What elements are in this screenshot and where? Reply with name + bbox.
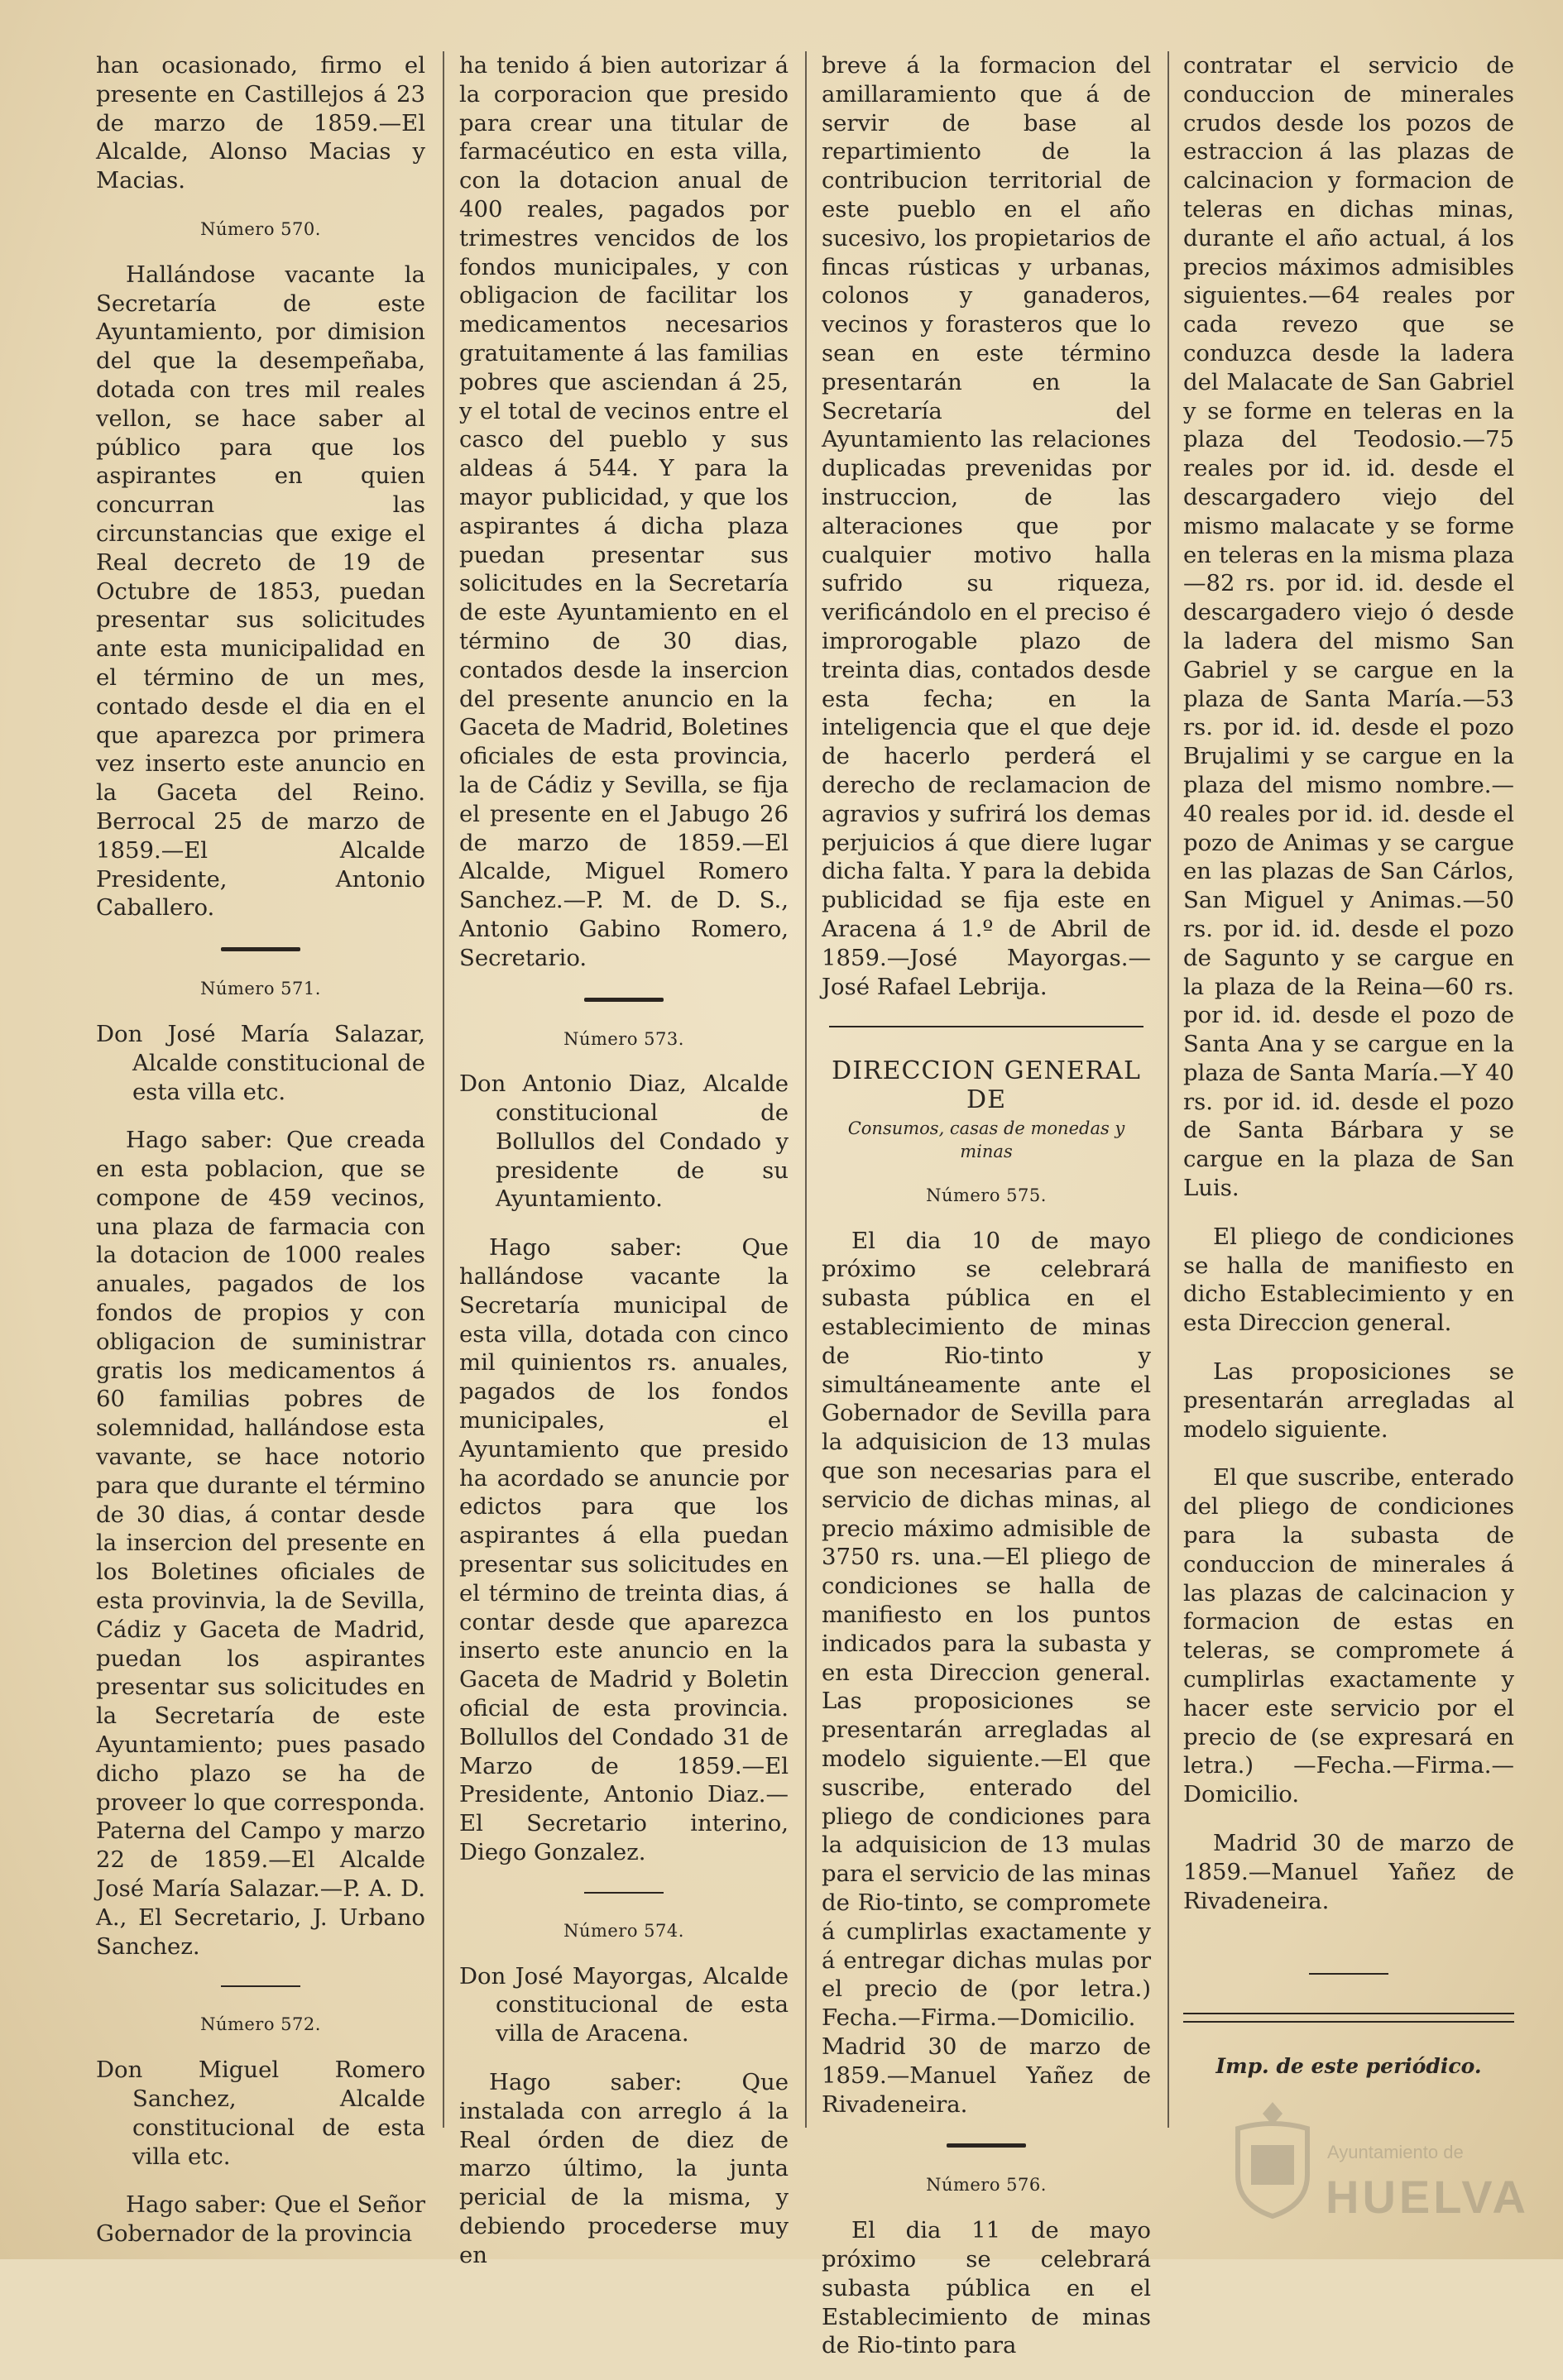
notice-number-576: Número 576.	[926, 2175, 1047, 2196]
section-heading: DIRECCION GENERAL DE	[832, 1056, 1141, 1115]
separator-rule	[829, 1026, 1143, 1027]
notice-number-571: Número 571.	[200, 979, 321, 999]
notice-576-signature: Madrid 30 de marzo de 1859.—Manuel Yañez de Rivadeneira.	[1183, 1830, 1514, 1914]
notice-573-body: Hago saber: Que hallándose vacante la Secretaría municipal de esta villa, dotada con cinco mil quinientos rs. anuales, pagados de los fondos municipales, el Ayuntamiento que presido ha acordado se anuncie por edictos para que los aspirantes á ella puedan presentar sus solicitudes en el término de treinta dias, á contar desde que aparezca inserto este anuncio en la Gaceta de Madrid y Boletin oficial de esta provincia. Bollullos del Condado 31 de Marzo de 1859.—El Presidente, Antonio Diaz.—El Secretario interino, Diego Gonzalez.	[459, 1234, 789, 1866]
column-divider	[805, 51, 807, 2128]
separator-rule	[584, 998, 664, 1002]
notice-574-body: Hago saber: Que instalada con arreglo á la Real órden de diez de marzo último, la junta pericial de la misma, y debiendo procederse muy en	[459, 2069, 789, 2268]
printer-imprint: Imp. de este periódico.	[1215, 2054, 1482, 2079]
notice-576-paragraph: El pliego de condiciones se halla de manifiesto en dicho Establecimiento y en esta Direccion general.	[1183, 1223, 1514, 1337]
separator-rule	[221, 947, 300, 951]
paragraph-continued: ha tenido á bien autorizar á la corporacion que presido para crear una titular de farmacéutico en esta villa, con la dotacion anual de 400 reales, pagados por trimestres vencidos de los fondos municipales, y con obligacion de facilitar los medicamentos necesarios gratuitamente á las familias pobres que asciendan á 25, y el total de vecinos entre el casco del pueblo y sus aldeas á 544. Y para la mayor publicidad, y que los aspirantes á dicha plaza puedan presentar sus solicitudes en la Secretaría de este Ayuntamiento en el término de 30 dias, contados desde la insercion del presente anuncio en la Gaceta de Madrid, Boletines oficiales de esta provincia, la de Cádiz y Sevilla, se fija el presente en el Jabugo 26 de marzo de 1859.—El Alcalde, Miguel Romero Sanchez.—P. M. de D. S., Antonio Gabino Romero, Secretario.	[459, 52, 789, 971]
column-divider	[1167, 51, 1169, 2128]
watermark-line-2: HUELVA	[1326, 2171, 1529, 2223]
column-divider	[443, 51, 444, 2128]
column-2	[459, 51, 789, 2290]
municipal-seal-icon	[1223, 2095, 1322, 2220]
notice-573-heading: Don Antonio Diaz, Alcalde constitucional de Bollullos del Condado y presidente de su Ayuntamiento.	[459, 1070, 789, 1213]
separator-rule	[584, 1892, 664, 1894]
section-subheading: Consumos, casas de monedas y minas	[847, 1118, 1125, 1161]
closing-double-rule	[1183, 2013, 1514, 2023]
notice-number-574: Número 574.	[563, 1920, 684, 1941]
notice-572-body: Hago saber: Que el Señor Gobernador de la provincia	[96, 2191, 425, 2248]
notice-number-570: Número 570.	[200, 218, 321, 239]
notice-576-paragraph: El que suscribe, enterado del pliego de condiciones para la subasta de conduccion de minerales á las plazas de calcinacion y formacion de estas en teleras, se compromete á cumplirlas exactamente y hacer este servicio por el precio de (se expresará en letra.) —Fecha.—Firma.—Domicilio.	[1183, 1464, 1514, 1808]
separator-rule	[947, 2143, 1026, 2148]
watermark-line-1: Ayuntamiento de	[1327, 2142, 1464, 2162]
paragraph-continued: han ocasionado, firmo el presente en Castillejos á 23 de marzo de 1859.—El Alcalde, Alonso Macias y Macias.	[96, 52, 425, 194]
watermark	[1223, 2095, 1529, 2236]
notice-571-body: Hago saber: Que creada en esta poblacion, que se compone de 459 vecinos, una plaza de farmacia con la dotacion de 1000 reales anuales, pagados de los fondos de propios y con obligacion de suministrar gratis los medicamentos á 60 familias pobres de solemnidad, hallándose esta vavante, se hace notorio para que durante el término de 30 dias, á contar desde la insercion del presente en los Boletines oficiales de esta provinvia, la de Sevilla, Cádiz y Gaceta de Madrid, puedan los aspirantes presentar sus solicitudes en la Secretaría de este Ayuntamiento; pues pasado dicho plazo se ha de proveer lo que corresponda. Paterna del Campo y marzo 22 de 1859.—El Alcalde José María Salazar.—P. A. D. A., El Secretario, J. Urbano Sanchez.	[96, 1127, 425, 1960]
notice-number-573: Número 573.	[563, 1028, 684, 1049]
notice-number-572: Número 572.	[200, 2014, 321, 2035]
separator-rule	[221, 1985, 300, 1987]
notice-574-heading: Don José Mayorgas, Alcalde constitucional de esta villa de Aracena.	[459, 1962, 789, 2047]
column-1	[96, 51, 425, 2268]
paragraph-continued: contratar el servicio de conduccion de minerales crudos desde los pozos de estraccion á las plazas de calcinacion y formacion de teleras en dichas minas, durante el año actual, á los precios máximos admisibles siguientes.—64 reales por cada revezo que se conduzca desde la ladera del Malacate de San Gabriel y se forme en teleras en la plaza del Teodosio.—75 reales por id. id. desde el descargadero viejo del mismo malacate y se forme en teleras en la misma plaza—82 rs. por id. id. desde el descargadero viejo ó desde la ladera del mismo San Gabriel y se cargue en la plaza de Santa María.—53 rs. por id. id. desde el pozo Brujalimi y se cargue en la plaza del mismo nombre.—40 reales por id. id. desde el pozo de Animas y se cargue en las plazas de San Cárlos, San Miguel y Animas.—50 rs. por id. id. desde el pozo de Sagunto y se cargue en la plaza de la Reina—60 rs. por id. id. desde el pozo de Santa Ana y se cargue en la plaza de Santa María.—Y 40 rs. por id. id. desde el pozo de Santa Bárbara y se cargue en la plaza de San Luis.	[1183, 52, 1514, 1202]
column-3	[822, 51, 1151, 2380]
column-4	[1183, 51, 1514, 2081]
notice-576-paragraph: Las proposiciones se presentarán arregladas al modelo siguiente.	[1183, 1358, 1514, 1443]
notice-575-body: El dia 10 de mayo próximo se celebrará subasta pública en el establecimiento de minas de Rio-tinto y simultáneamente ante el Gobernador de Sevilla para la adquisicion de 13 mulas que son necesarias para el servicio de dichas minas, al precio máximo admisible de 3750 rs. una.—El pliego de condiciones se halla de manifiesto en los puntos indicados para la subasta y en esta Direccion general. Las proposiciones se presentarán arregladas al modelo siguiente.—El que suscribe, enterado del pliego de condiciones para la adquisicion de 13 mulas para el servicio de las minas de Rio-tinto, se compromete á cumplirlas exactamente y á entregar dichas mulas por el precio de (por letra.) Fecha.—Firma.—Domicilio. Madrid 30 de marzo de 1859.—Manuel Yañez de Rivadeneira.	[822, 1227, 1151, 2118]
paragraph-continued: breve á la formacion del amillaramiento que á de servir de base al repartimiento de la contribucion territorial de este pueblo en el año sucesivo, los propietarios de fincas rústicas y urbanas, colonos y ganaderos, vecinos y forasteros que lo sean en este término presentarán en la Secretaría del Ayuntamiento las relaciones duplicadas prevenidas por instruccion, de las alteraciones que por cualquier motivo halla sufrido su riqueza, verificándolo en el preciso é improrogable plazo de treinta dias, contados desde esta fecha; en la inteligencia que el que deje de hacerlo perderá el derecho de reclamacion de agravios y sufrirá los demas perjuicios á que diere lugar dicha falta. Y para la debida publicidad se fija este en Aracena á 1.º de Abril de 1859.—José Mayorgas.—José Rafael Lebrija.	[822, 52, 1151, 1000]
notice-571-heading: Don José María Salazar, Alcalde constitucional de esta villa etc.	[96, 1020, 425, 1105]
notice-number-575: Número 575.	[926, 1185, 1047, 1205]
notice-570-body: Hallándose vacante la Secretaría de este Ayuntamiento, por dimision del que la desempeñaba, dotada con tres mil reales vellon, se hace saber al público para que los aspirantes en quien concurran las circunstancias que exige el Real decreto de 19 de Octubre de 1853, puedan presentar sus solicitudes ante esta municipalidad en el término de un mes, contado desde el dia en el que aparezca por primera vez inserto este anuncio en la Gaceta del Reino. Berrocal 25 de marzo de 1859.—El Alcalde Presidente, Antonio Caballero.	[96, 261, 425, 922]
notice-576-body: El dia 11 de mayo próximo se celebrará subasta pública en el Establecimiento de minas de Rio-tinto para	[822, 2217, 1151, 2359]
separator-rule	[1309, 1973, 1388, 1975]
notice-572-heading: Don Miguel Romero Sanchez, Alcalde constitucional de esta villa etc.	[96, 2057, 425, 2170]
